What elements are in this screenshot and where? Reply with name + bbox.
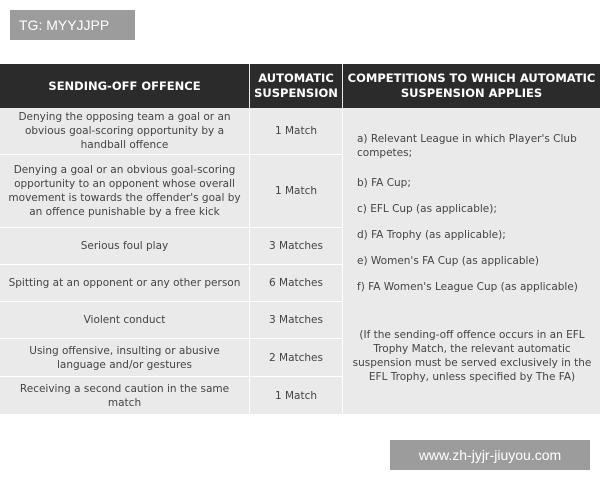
competition-item: d) FA Trophy (as applicable);	[357, 229, 506, 241]
watermark-top: TG: MYYJJPP	[10, 10, 135, 40]
competitions-cell	[343, 108, 600, 414]
competition-item: c) EFL Cup (as applicable);	[357, 203, 497, 215]
offence-cell: Denying the opposing team a goal or an obvious goal-scoring opportunity by a handball offence	[18, 111, 231, 151]
suspension-cell: 3 Matches	[269, 314, 323, 326]
competition-item: e) Women's FA Cup (as applicable)	[357, 255, 539, 267]
offence-cell: Receiving a second caution in the same match	[19, 382, 230, 409]
offence-cell: Using offensive, insulting or abusive language and/or gestures	[29, 344, 220, 371]
offence-cell: Spitting at an opponent or any other person	[8, 277, 241, 289]
competition-item: f) FA Women's League Cup (as applicable)	[357, 281, 578, 293]
suspension-cell: 1 Match	[274, 185, 318, 197]
offence-cell: Violent conduct	[83, 314, 166, 326]
competition-item: b) FA Cup;	[357, 177, 411, 189]
suspension-cell: 2 Matches	[269, 351, 323, 364]
efl-trophy-note: (If the sending-off offence occurs in an EFL Trophy Match, the relevant automatic suspension must be served exclusively in the EFL Trophy, unless specified by The FA)	[352, 329, 592, 383]
header-suspension: AUTOMATIC SUSPENSION	[250, 64, 342, 108]
header-offence: SENDING-OFF OFFENCE	[0, 64, 249, 108]
header-competitions: COMPETITIONS TO WHICH AUTOMATIC SUSPENSION APPLIES	[343, 64, 600, 108]
watermark-bottom: www.zh-jyjr-jiuyou.com	[390, 440, 590, 470]
suspension-table	[0, 64, 600, 414]
suspension-cell: 3 Matches	[269, 240, 323, 252]
competition-item: a) Relevant League in which Player's Club competes;	[357, 133, 577, 159]
suspension-cell: 1 Match	[274, 125, 318, 137]
offence-cell: Serious foul play	[80, 240, 169, 252]
suspension-cell: 6 Matches	[269, 277, 323, 289]
offence-cell: Denying a goal or an obvious goal-scoring opportunity to an opponent whose overall movement is towards the offender's goal by an offence punishable by a free kick	[8, 164, 241, 218]
suspension-cell: 1 Match	[274, 389, 318, 402]
